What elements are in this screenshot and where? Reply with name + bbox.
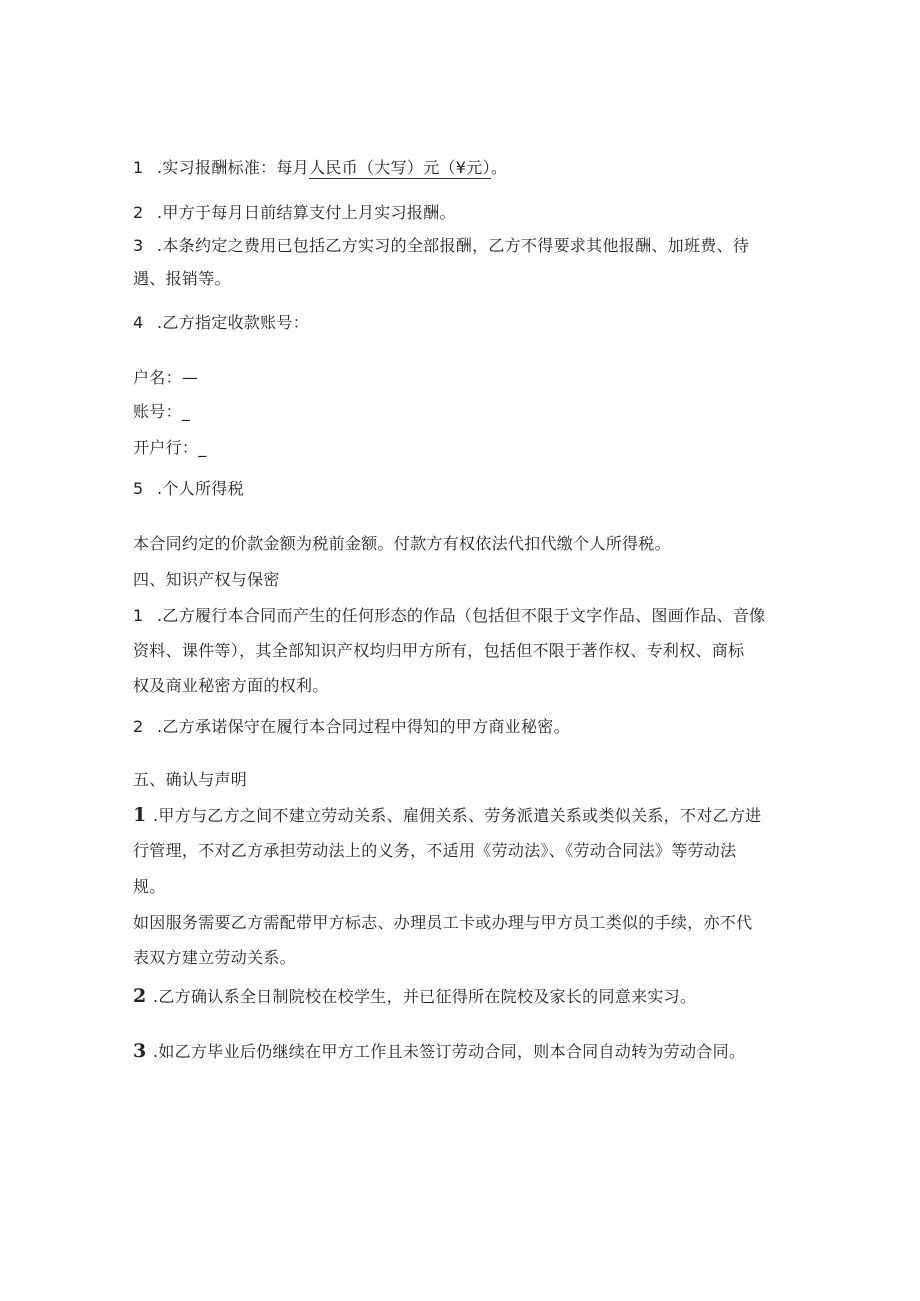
confidentiality-clause — [133, 717, 793, 737]
clause-text: .乙方指定收款账号： — [157, 313, 310, 332]
clause-number: 4 — [133, 313, 144, 332]
clause-number: 1 — [133, 606, 144, 625]
clause-number: 2 — [133, 985, 147, 1007]
amount-blank: 人民币（大写）元（¥元） — [309, 158, 491, 177]
ip-clause-cont: 资料、课件等），其全部知识产权均归甲方所有，包括但不限于著作权、专利权、商标 — [133, 641, 745, 660]
no-labor-relation-cont: 规。 — [133, 877, 166, 896]
clause-number: 1 — [133, 804, 147, 826]
clause-suffix: 。 — [490, 158, 508, 177]
clause-compensation-standard — [133, 158, 793, 178]
clause-payment-date — [133, 203, 793, 223]
clause-fee-scope — [133, 236, 793, 256]
clause-text: .本条约定之费用已包括乙方实习的全部报酬，乙方不得要求其他报酬、加班费、待 — [157, 236, 750, 255]
clause-text: .乙方承诺保守在履行本合同过程中得知的甲方商业秘密。 — [157, 717, 570, 736]
clause-number: 2 — [133, 717, 144, 736]
section-5-title: 五、确认与声明 — [133, 770, 248, 789]
clause-text: .如乙方毕业后仍继续在甲方工作且未签订劳动合同，则本合同自动转为劳动合同。 — [153, 1042, 746, 1061]
clause-number: 5 — [133, 479, 144, 498]
bank-field: 开户行：_ — [133, 438, 207, 457]
student-status-clause — [133, 986, 793, 1007]
account-name-field: 户名：— — [133, 368, 199, 387]
clause-text: .个人所得税 — [157, 479, 244, 498]
tax-note: 本合同约定的价款金额为税前金额。付款方有权依法代扣代缴个人所得税。 — [133, 534, 671, 553]
no-labor-relation-clause — [133, 805, 793, 826]
clause-number: 1 — [133, 158, 144, 177]
ip-clause-cont: 权及商业秘密方面的权利。 — [133, 676, 329, 695]
clause-text: .甲方于每月日前结算支付上月实习报酬。 — [157, 203, 456, 222]
no-labor-relation-cont: 行管理，不对乙方承担劳动法上的义务，不适用《劳动法》、《劳动合同法》等劳动法 — [133, 841, 737, 860]
clause-number: 2 — [133, 203, 144, 222]
clause-income-tax — [133, 479, 793, 499]
section-4-title: 四、知识产权与保密 — [133, 570, 280, 589]
ip-clause — [133, 606, 793, 626]
clause-text: .乙方履行本合同而产生的任何形态的作品（包括但不限于文字作品、图画作品、音像 — [157, 606, 766, 625]
clause-text: .实习报酬标准：每月 — [157, 158, 310, 177]
service-note-cont: 表双方建立劳动关系。 — [133, 948, 297, 967]
clause-number: 3 — [133, 236, 144, 255]
clause-fee-scope-cont: 遇、报销等。 — [133, 269, 231, 288]
auto-conversion-clause — [133, 1041, 793, 1062]
clause-account — [133, 313, 793, 333]
account-number-field: 账号：_ — [133, 402, 191, 421]
clause-text: .乙方确认系全日制院校在校学生，并已征得所在院校及家长的同意来实习。 — [153, 987, 697, 1006]
service-note: 如因服务需要乙方需配带甲方标志、办理员工卡或办理与甲方员工类似的手续，亦不代 — [133, 913, 753, 932]
clause-number: 3 — [133, 1040, 147, 1062]
clause-text: .甲方与乙方之间不建立劳动关系、雇佣关系、劳务派遣关系或类似关系，不对乙方进 — [153, 806, 762, 825]
